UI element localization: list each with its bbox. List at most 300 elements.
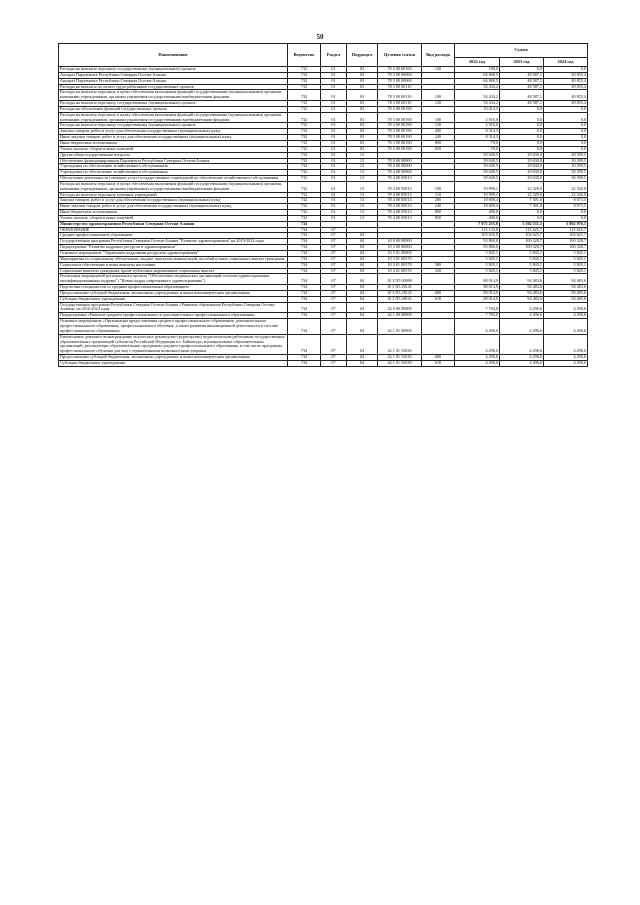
row-name: Иные бюджетные ассигнования (59, 210, 288, 216)
row-ministry: 732 (288, 129, 321, 135)
row-ministry: 734 (288, 239, 321, 245)
row-sum-2022: 7 075 255,8 (455, 221, 500, 227)
row-exptype (422, 274, 455, 285)
row-sum-2024: 104 625,7 (544, 233, 588, 239)
row-ministry: 734 (288, 262, 321, 268)
row-sum-2022: 4 296,6 (455, 319, 500, 335)
row-sum-2024: 49 855,4 (544, 78, 588, 84)
row-sum-2022: 39 040,5 (455, 170, 500, 176)
row-exptype: 200 (422, 129, 455, 135)
row-sum-2022: 88 014,9 (455, 290, 500, 296)
row-section: 01 (321, 164, 347, 170)
row-exptype: 600 (422, 355, 455, 361)
row-exptype (422, 334, 455, 354)
row-ministry: 734 (288, 245, 321, 251)
row-target: 10 3 01 00570 (378, 268, 422, 274)
row-subsection: 04 (347, 245, 378, 251)
row-ministry: 732 (288, 170, 321, 176)
row-name: Государственная программа Республики Северная Осетия-Алания "Развитие здравоохранения" на 2019-2024 годы (59, 239, 288, 245)
row-sum-2023: 29 630,0 (500, 164, 544, 170)
row-sum-2023: 48 587,1 (500, 78, 544, 84)
row-subsection: 04 (347, 360, 378, 366)
row-sum-2024: 94 483,6 (544, 274, 588, 285)
row-subsection: 04 (347, 285, 378, 291)
row-subsection: 03 (347, 112, 378, 123)
header-subsection: Подраздел (347, 44, 378, 67)
row-name: Расходы на выплаты персоналу в целях обеспечения выполнения функций государственными (муниципальными) органами, казенными учреждениями, органами управления государственными внебюджетными фондами (59, 112, 288, 123)
row-sum-2024: 5 845,1 (544, 251, 588, 257)
row-sum-2024: 22 326,0 (544, 181, 588, 192)
row-sum-2023: 4 296,6 (500, 313, 544, 319)
row-name: Субсидии бюджетным учреждениям (59, 296, 288, 302)
row-section: 01 (321, 129, 347, 135)
row-sum-2022: 103 635,9 (455, 233, 500, 239)
row-target: 78 4 00 05013 (378, 210, 422, 216)
row-name: Уплата налогов, сборов и иных платежей (59, 146, 288, 152)
budget-table (58, 43, 588, 367)
table-row (59, 112, 588, 123)
row-sum-2023: 7 301,0 (500, 204, 544, 210)
row-section: 01 (321, 146, 347, 152)
row-sum-2022: 5 845,1 (455, 256, 500, 262)
row-sum-2023: 48 587,1 (500, 84, 544, 90)
row-sum-2024: 0,0 (544, 106, 588, 112)
row-section: 01 (321, 123, 347, 129)
row-target: 10 3 01 00000 (378, 251, 422, 257)
row-section: 01 (321, 215, 347, 221)
row-sum-2022: 8 314,3 (455, 135, 500, 141)
table-row (59, 90, 588, 101)
row-section: 07 (321, 251, 347, 257)
row-exptype: 100 (422, 181, 455, 192)
row-name: Среднее профессиональное образование (59, 233, 288, 239)
row-sum-2023: 0,0 (500, 135, 544, 141)
row-name: Расходы на выплаты персоналу в целях обеспечения выполнения функций государственными (муниципальными) органами, казенными учреждениями, органами управления государственными внебюджетными фондами (59, 90, 288, 101)
row-target: 78 4 00 00000 (378, 170, 422, 176)
row-section: 01 (321, 204, 347, 210)
row-target: 78 3 00 00190 (378, 146, 422, 152)
row-section: 01 (321, 152, 347, 158)
header-sum: Сумма (455, 44, 588, 58)
row-sum-2023: 0,0 (500, 106, 544, 112)
row-sum-2023: 22 329,0 (500, 192, 544, 198)
row-target: 10 0 00 00000 (378, 239, 422, 245)
row-sum-2024: 30 399,5 (544, 152, 588, 158)
row-section: 07 (321, 262, 347, 268)
row-subsection: 04 (347, 233, 378, 239)
row-name: Обеспечение деятельности (оказание услуг) государственных учреждений по обеспечению хозяйственного обслуживания (59, 176, 288, 182)
row-subsection: 13 (347, 152, 378, 158)
row-subsection: 04 (347, 313, 378, 319)
row-exptype: 800 (422, 140, 455, 146)
row-subsection: 03 (347, 146, 378, 152)
row-target: 24 0 00 00000 (378, 302, 422, 313)
row-sum-2024: 0,0 (544, 210, 588, 216)
row-section: 07 (321, 239, 347, 245)
row-sum-2023: 4 296,6 (500, 302, 544, 313)
row-subsection: 13 (347, 164, 378, 170)
row-target: 78 3 00 00190 (378, 106, 422, 112)
row-sum-2024: 30 399,5 (544, 170, 588, 176)
row-name: Расходы на обеспечение функций государственных органов (59, 106, 288, 112)
row-sum-2022: 19 999,1 (455, 192, 500, 198)
row-sum-2022: 93 860,0 (455, 245, 500, 251)
row-section: 07 (321, 355, 347, 361)
row-subsection: 03 (347, 135, 378, 141)
row-exptype: 120 (422, 67, 455, 73)
row-sum-2023: 0,0 (500, 112, 544, 123)
row-subsection: 04 (347, 290, 378, 296)
row-sum-2023: 94 483,6 (500, 274, 544, 285)
row-name: Расходы на выплаты персоналу в целях обеспечения выполнения функций государственными (муниципальными) органами, казенными учреждениями, органами управления государственными внебюджетными фондами (59, 181, 288, 192)
table-row (59, 360, 588, 366)
row-sum-2022: 93 860,0 (455, 239, 500, 245)
row-subsection: 03 (347, 140, 378, 146)
row-sum-2024: 30 399,5 (544, 158, 588, 164)
row-name: Подпрограмма «Развитие среднего профессионального и дополнительного профессионального образования» (59, 313, 288, 319)
row-subsection: 03 (347, 84, 378, 90)
row-exptype: 850 (422, 146, 455, 152)
row-target: 10 3 N5 28141 (378, 285, 422, 291)
row-sum-2024: 49 855,4 (544, 72, 588, 78)
row-ministry: 732 (288, 176, 321, 182)
row-sum-2023: 7 301,0 (500, 198, 544, 204)
row-name: Социальные выплаты гражданам, кроме публичных нормативных социальных выплат (59, 268, 288, 274)
row-target: 24 1 01 53630 (378, 334, 422, 354)
row-exptype: 110 (422, 192, 455, 198)
row-sum-2024: 100 328,7 (544, 245, 588, 251)
row-target: 78 4 00 00000 (378, 164, 422, 170)
header-name: Наименование (59, 44, 288, 67)
row-name: Иные бюджетные ассигнования (59, 140, 288, 146)
row-name: Подпрограмма "Развитие кадровых ресурсов в здравоохранении" (59, 245, 288, 251)
row-sum-2024: 100 328,7 (544, 239, 588, 245)
row-section: 01 (321, 210, 347, 216)
row-name: Основное мероприятие «Организация предоставления среднего профессионального образования, дополнительного профессионального образования, профессионального обучения, а также развития инновационной деятельности в системе профессионального образования» (59, 319, 288, 335)
row-sum-2024: 5 845,1 (544, 262, 588, 268)
header-year-2022: 2022 год (455, 58, 500, 67)
row-subsection: 04 (347, 256, 378, 262)
row-sum-2024: 0,0 (544, 112, 588, 123)
row-sum-2022: 64 868,5 (455, 72, 500, 78)
row-sum-2022: 400,0 (455, 210, 500, 216)
row-name: Аппарат Парламента Республики Северная Осетия-Алания (59, 78, 288, 84)
row-name: Реализация мероприятий регионального проекта "Обеспечение медицинских организаций системы здравоохранения квалифицированными кадрами" ("Новые кадры современного здравоохранения") (59, 274, 288, 285)
row-section: 01 (321, 90, 347, 101)
row-ministry: 734 (288, 268, 321, 274)
row-section: 07 (321, 302, 347, 313)
row-sum-2022: 39 040,5 (455, 164, 500, 170)
row-name: Обеспечение функционирования Парламента Республики Северная Осетия-Алания (59, 158, 288, 164)
row-sum-2023: 94 483,6 (500, 290, 544, 296)
row-subsection: 13 (347, 215, 378, 221)
row-name: Подготовка специалистов со средним профессиональным образованием (59, 285, 288, 291)
row-sum-2022: 39 040,5 (455, 158, 500, 164)
row-exptype (422, 319, 455, 335)
row-ministry: 732 (288, 106, 321, 112)
row-sum-2022: 4 296,6 (455, 360, 500, 366)
row-sum-2022: 7 784,0 (455, 302, 500, 313)
row-target: 10 3 N5 00000 (378, 274, 422, 285)
row-sum-2024: 4 296,6 (544, 302, 588, 313)
row-target: 24 1 01 00000 (378, 319, 422, 335)
row-ministry: 732 (288, 210, 321, 216)
row-ministry: 732 (288, 198, 321, 204)
row-exptype: 320 (422, 268, 455, 274)
row-target: 78 3 00 00110 (378, 101, 422, 107)
row-sum-2023: 5 562 511,3 (500, 221, 544, 227)
row-sum-2022: 5 845,1 (455, 262, 500, 268)
row-target: 78 4 00 05013 (378, 181, 422, 192)
row-sum-2024: 4 296,6 (544, 360, 588, 366)
row-sum-2022: 8 314,3 (455, 129, 500, 135)
row-target: 78 3 00 00190 (378, 123, 422, 129)
row-ministry: 732 (288, 90, 321, 101)
row-sum-2022: 2 016,0 (455, 112, 500, 123)
row-exptype: 600 (422, 290, 455, 296)
row-sum-2023: 0,0 (500, 129, 544, 135)
row-ministry: 732 (288, 192, 321, 198)
row-subsection: 13 (347, 170, 378, 176)
row-ministry: 734 (288, 313, 321, 319)
row-sum-2024: 0,0 (544, 123, 588, 129)
row-sum-2022: 4 296,6 (455, 334, 500, 354)
row-subsection: 04 (347, 239, 378, 245)
row-ministry: 732 (288, 215, 321, 221)
row-sum-2023: 94 483,6 (500, 296, 544, 302)
row-sum-2023: 104 625,7 (500, 233, 544, 239)
row-name: Расходы на выплаты персоналу государственных (муниципальных) органов (59, 101, 288, 107)
row-sum-2023: 0,0 (500, 210, 544, 216)
row-ministry: 732 (288, 158, 321, 164)
row-sum-2022: 18 609,4 (455, 198, 500, 204)
row-subsection: 03 (347, 67, 378, 73)
row-section: 07 (321, 334, 347, 354)
row-exptype: 240 (422, 204, 455, 210)
header-year-2024: 2024 год (544, 58, 588, 67)
row-sum-2024: 30 399,5 (544, 176, 588, 182)
row-sum-2022: 180,0 (455, 67, 500, 73)
row-sum-2022: 19 999,1 (455, 181, 500, 192)
row-sum-2023: 94 483,6 (500, 285, 544, 291)
row-section: 07 (321, 245, 347, 251)
row-ministry: 732 (288, 146, 321, 152)
row-sum-2023: 5 845,1 (500, 262, 544, 268)
row-name: Учреждения по обеспечению хозяйственного обслуживания (59, 164, 288, 170)
row-ministry: 734 (288, 274, 321, 285)
row-exptype: 120 (422, 101, 455, 107)
row-target: 78 2 00 00160 (378, 67, 422, 73)
table-row (59, 319, 588, 335)
row-name: Закупка товаров, работ и услуг для обеспечения государственных (муниципальных) нужд (59, 198, 288, 204)
row-section: 07 (321, 285, 347, 291)
row-ministry: 734 (288, 251, 321, 257)
row-ministry: 734 (288, 256, 321, 262)
row-target: 10 3 N5 28141 (378, 296, 422, 302)
row-ministry: 734 (288, 334, 321, 354)
row-sum-2023: 29 630,0 (500, 170, 544, 176)
row-sum-2024: 5 802 976,3 (544, 221, 588, 227)
row-sum-2024: 22 326,0 (544, 192, 588, 198)
row-section: 01 (321, 106, 347, 112)
row-sum-2024: 0,0 (544, 146, 588, 152)
row-sum-2023: 48 587,1 (500, 90, 544, 101)
row-sum-2023: 4 296,6 (500, 355, 544, 361)
row-ministry: 734 (288, 227, 321, 233)
row-target: 24 1 01 53630 (378, 355, 422, 361)
row-ministry: 734 (288, 290, 321, 296)
row-section: 01 (321, 78, 347, 84)
row-sum-2023: 48 587,1 (500, 72, 544, 78)
row-sum-2023: 113 625,7 (500, 227, 544, 233)
row-ministry: 734 (288, 233, 321, 239)
row-section: 01 (321, 192, 347, 198)
row-target: 24 1 00 00000 (378, 313, 422, 319)
row-target: 10 3 01 00570 (378, 256, 422, 262)
row-subsection: 13 (347, 192, 378, 198)
row-section: 01 (321, 72, 347, 78)
row-target: 10 3 00 00000 (378, 245, 422, 251)
row-name: Иные закупки товаров, работ и услуг для обеспечения государственных (муниципальных) нужд (59, 204, 288, 210)
row-target: 78 4 00 05013 (378, 198, 422, 204)
row-sum-2023: 22 329,0 (500, 181, 544, 192)
row-name: Закупка товаров, работ и услуг для обеспечения государственных (муниципальных) нужд (59, 129, 288, 135)
row-exptype: 300 (422, 262, 455, 268)
row-ministry: 734 (288, 221, 321, 227)
row-sum-2022: 39 040,5 (455, 152, 500, 158)
table-row (59, 181, 588, 192)
row-section: 07 (321, 256, 347, 262)
row-sum-2023: 100 328,7 (500, 245, 544, 251)
row-sum-2022: 113 143,8 (455, 227, 500, 233)
row-sum-2024: 49 855,4 (544, 101, 588, 107)
row-subsection: 04 (347, 355, 378, 361)
row-name: Социальное обеспечение и иные выплаты населению (59, 262, 288, 268)
row-target: 78 3 00 00190 (378, 112, 422, 123)
row-name: Ежемесячное денежное вознаграждение за классное руководство (кураторство) педагогическим работникам государственных образовательных организаций субъектов Российской Федерации и г. Байконура, муниципальных образовательных организаций, реализующих образовательные программы среднего профессионального образования, в том числе программы профессионального обучения для лиц с ограниченными возможностями здоровья (59, 334, 288, 354)
row-sum-2022: 88 014,9 (455, 285, 500, 291)
row-section: 07 (321, 319, 347, 335)
row-sum-2024: 4 296,6 (544, 313, 588, 319)
row-sum-2023: 4 296,6 (500, 334, 544, 354)
row-sum-2023: 0,0 (500, 123, 544, 129)
row-subsection: 04 (347, 251, 378, 257)
row-subsection: 04 (347, 296, 378, 302)
row-section: 01 (321, 158, 347, 164)
row-name: Иные закупки товаров, работ и услуг для обеспечения государственных (муниципальных) нужд (59, 135, 288, 141)
row-ministry: 732 (288, 123, 321, 129)
row-name: Расходы на выплаты по оплате труда работников государственных органов (59, 84, 288, 90)
row-ministry: 734 (288, 355, 321, 361)
row-sum-2024: 8 073,5 (544, 198, 588, 204)
row-sum-2023: 29 630,0 (500, 152, 544, 158)
row-subsection: 13 (347, 204, 378, 210)
row-sum-2024: 5 845,1 (544, 256, 588, 262)
row-ministry: 734 (288, 296, 321, 302)
row-subsection: 03 (347, 101, 378, 107)
row-target: 78 3 00 00190 (378, 129, 422, 135)
row-section: 01 (321, 84, 347, 90)
row-sum-2022: 2 016,0 (455, 123, 500, 129)
row-sum-2022: 64 868,5 (455, 78, 500, 84)
row-target: 78 0 00 00000 (378, 158, 422, 164)
row-subsection: 04 (347, 334, 378, 354)
row-sum-2022: 54 434,2 (455, 90, 500, 101)
row-exptype: 100 (422, 90, 455, 101)
header-ministry: Ведомство (288, 44, 321, 67)
row-sum-2022: 400,0 (455, 215, 500, 221)
row-target: 78 4 00 05013 (378, 176, 422, 182)
header-exptype: Вид расхода (422, 44, 455, 67)
row-subsection: 04 (347, 262, 378, 268)
row-sum-2023: 48 587,1 (500, 101, 544, 107)
table-row (59, 302, 588, 313)
row-target: 24 1 01 53630 (378, 360, 422, 366)
row-sum-2022: 70,0 (455, 140, 500, 146)
row-name: Государственная программа Республики Северная Осетия-Алания «Развитие образования Республики Северная Осетия-Алания» на 2016-2024 годы (59, 302, 288, 313)
row-target: 78 3 00 00000 (378, 78, 422, 84)
row-ministry: 732 (288, 152, 321, 158)
row-exptype: 100 (422, 112, 455, 123)
row-target: 78 3 00 00190 (378, 135, 422, 141)
row-section: 07 (321, 296, 347, 302)
row-name: Расходы на выплаты персоналу государственных (муниципальных) органов (59, 67, 288, 73)
row-exptype: 800 (422, 210, 455, 216)
row-sum-2024: 0,0 (544, 135, 588, 141)
row-section: 01 (321, 170, 347, 176)
row-ministry: 732 (288, 204, 321, 210)
row-sum-2024: 30 399,5 (544, 164, 588, 170)
row-sum-2022: 18 609,4 (455, 204, 500, 210)
row-sum-2023: 0,0 (500, 140, 544, 146)
row-subsection: 13 (347, 181, 378, 192)
row-name: Аппарат Парламента Республики Северная Осетия-Алания (59, 72, 288, 78)
row-ministry: 734 (288, 319, 321, 335)
row-exptype (422, 302, 455, 313)
row-subsection: 03 (347, 78, 378, 84)
row-ministry: 732 (288, 84, 321, 90)
row-name: Основное мероприятие "Управление кадровыми ресурсами здравоохранения" (59, 251, 288, 257)
row-section: 07 (321, 268, 347, 274)
row-ministry: 732 (288, 140, 321, 146)
row-ministry: 734 (288, 302, 321, 313)
row-sum-2024: 4 296,6 (544, 334, 588, 354)
row-sum-2023: 100 328,7 (500, 239, 544, 245)
row-ministry: 732 (288, 135, 321, 141)
row-section: 01 (321, 112, 347, 123)
row-sum-2024: 0,0 (544, 67, 588, 73)
row-sum-2023: 29 630,0 (500, 158, 544, 164)
row-exptype: 120 (422, 123, 455, 129)
row-name: Субсидии бюджетным учреждениям (59, 360, 288, 366)
row-exptype: 200 (422, 198, 455, 204)
row-subsection: 03 (347, 106, 378, 112)
page-number: 50 (316, 33, 324, 41)
row-section: 01 (321, 198, 347, 204)
table-row (59, 334, 588, 354)
row-sum-2024: 113 625,7 (544, 227, 588, 233)
row-ministry: 732 (288, 72, 321, 78)
row-subsection: 04 (347, 319, 378, 335)
row-sum-2024: 94 483,6 (544, 296, 588, 302)
row-section: 07 (321, 290, 347, 296)
row-sum-2024: 0,0 (544, 140, 588, 146)
row-sum-2022: 10 414,3 (455, 106, 500, 112)
row-exptype: 610 (422, 360, 455, 366)
row-sum-2023: 5 845,1 (500, 256, 544, 262)
row-sum-2024: 94 483,6 (544, 285, 588, 291)
row-sum-2023: 5 845,1 (500, 268, 544, 274)
